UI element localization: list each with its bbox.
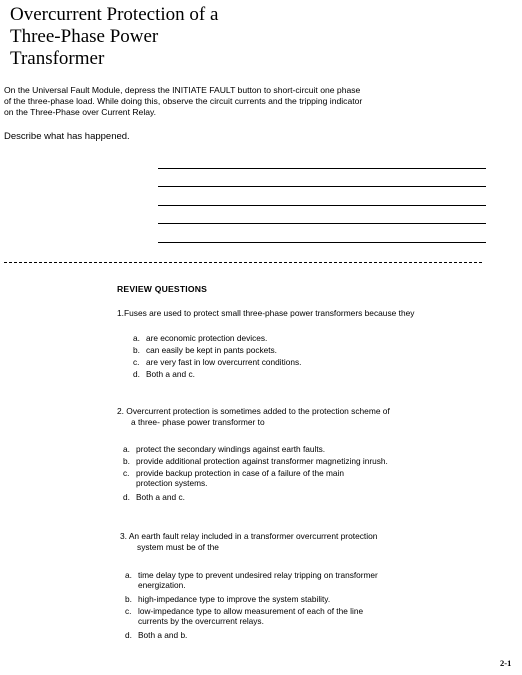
option-1d[interactable] bbox=[133, 369, 195, 379]
option-3a[interactable] bbox=[125, 570, 378, 590]
option-text: can easily be kept in pants pockets. bbox=[146, 345, 277, 355]
option-letter: b. bbox=[133, 345, 140, 355]
option-letter: b. bbox=[125, 594, 132, 604]
option-1c[interactable] bbox=[133, 357, 301, 367]
answer-line[interactable] bbox=[158, 186, 486, 187]
option-3b[interactable] bbox=[125, 594, 330, 604]
option-3d[interactable] bbox=[125, 630, 187, 640]
option-text: provide backup protection in case of a failure of the main bbox=[136, 468, 345, 478]
option-text: are economic protection devices. bbox=[146, 333, 268, 343]
option-2d[interactable] bbox=[123, 492, 185, 502]
describe-prompt: Describe what has happened. bbox=[4, 131, 130, 142]
option-letter: c. bbox=[133, 357, 140, 367]
page-number: 2-1 bbox=[500, 658, 512, 668]
title-line: Overcurrent Protection of a bbox=[10, 4, 219, 25]
option-2b[interactable] bbox=[123, 456, 388, 466]
answer-line[interactable] bbox=[158, 205, 486, 206]
option-letter: d. bbox=[123, 492, 130, 502]
option-letter: b. bbox=[123, 456, 130, 466]
option-text: Both a and c. bbox=[146, 369, 195, 379]
option-text: low-impedance type to allow measurement of each of the line bbox=[138, 606, 364, 616]
title-line: Three-Phase Power bbox=[10, 26, 159, 47]
intro-paragraph bbox=[4, 85, 484, 118]
intro-line: of the three-phase load. While doing this, observe the circuit currents and the tripping indicator bbox=[4, 96, 363, 106]
question-1 bbox=[117, 308, 414, 319]
question-text: 2. Overcurrent protection is sometimes added to the protection scheme of bbox=[117, 406, 390, 416]
option-text: protection systems. bbox=[136, 478, 208, 488]
answer-line[interactable] bbox=[158, 223, 486, 224]
option-2a[interactable] bbox=[123, 444, 325, 454]
option-letter: a. bbox=[125, 570, 132, 580]
option-text: Both a and c. bbox=[136, 492, 185, 502]
option-3c[interactable] bbox=[125, 606, 363, 626]
option-letter: c. bbox=[123, 468, 130, 478]
option-text: Both a and b. bbox=[138, 630, 188, 640]
option-1a[interactable] bbox=[133, 333, 267, 343]
option-text: currents by the overcurrent relays. bbox=[138, 616, 264, 626]
option-2c[interactable] bbox=[123, 468, 344, 488]
section-divider bbox=[4, 262, 482, 263]
question-text: a three- phase power transformer to bbox=[131, 416, 265, 427]
page-title bbox=[10, 4, 218, 70]
option-1b[interactable] bbox=[133, 345, 277, 355]
intro-line: on the Three-Phase over Current Relay. bbox=[4, 107, 157, 117]
question-text: 1.Fuses are used to protect small three-phase power transformers because they bbox=[117, 308, 415, 318]
option-letter: d. bbox=[133, 369, 140, 379]
answer-line[interactable] bbox=[158, 242, 486, 243]
question-text: system must be of the bbox=[137, 541, 219, 552]
option-text: time delay type to prevent undesired relay tripping on transformer bbox=[138, 570, 378, 580]
option-text: protect the secondary windings against earth faults. bbox=[136, 444, 326, 454]
option-text: provide additional protection against transformer magnetizing inrush. bbox=[136, 456, 388, 466]
option-text: are very fast in low overcurrent conditions. bbox=[146, 357, 302, 367]
question-2 bbox=[117, 406, 390, 427]
answer-line[interactable] bbox=[158, 168, 486, 169]
question-text: 3. An earth fault relay included in a transformer overcurrent protection bbox=[120, 531, 378, 541]
option-text: energization. bbox=[138, 580, 186, 590]
option-text: high-impedance type to improve the system stability. bbox=[138, 594, 331, 604]
review-heading: REVIEW QUESTIONS bbox=[117, 284, 208, 294]
intro-line: On the Universal Fault Module, depress the INITIATE FAULT button to short-circuit one phase bbox=[4, 85, 361, 95]
option-letter: d. bbox=[125, 630, 132, 640]
option-letter: a. bbox=[133, 333, 140, 343]
option-letter: c. bbox=[125, 606, 132, 616]
title-line: Transformer bbox=[10, 48, 105, 69]
option-letter: a. bbox=[123, 444, 130, 454]
question-3 bbox=[120, 531, 377, 552]
